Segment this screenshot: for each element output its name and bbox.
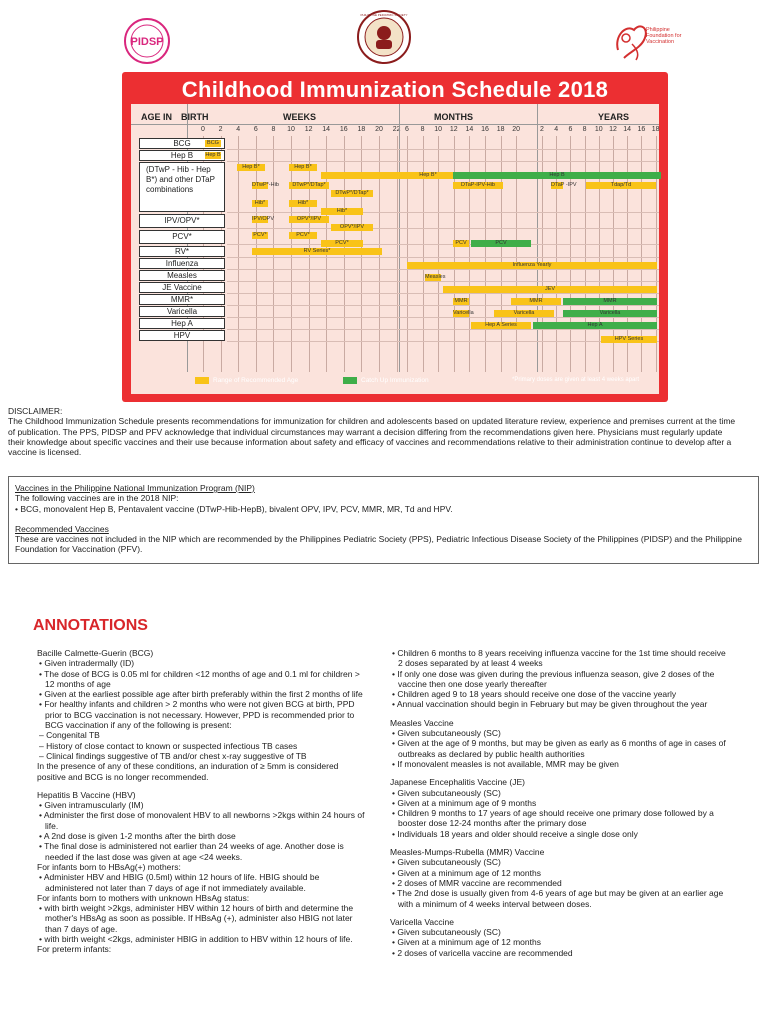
annotation-line: – Congenital TB <box>39 730 100 741</box>
schedule-bar-opv3: OPV*/IPV <box>331 224 373 231</box>
tick-label: 8 <box>271 126 276 133</box>
schedule-bar-ipv1: IPV/OPV <box>252 216 275 222</box>
tick-label: 20 <box>375 126 383 133</box>
annotation-line: • If monovalent measles is not available, MMR may be given <box>392 758 619 769</box>
annotation-line: • 2 doses of varicella vaccine are recommended <box>392 947 573 958</box>
tick-label: 0 <box>201 126 205 133</box>
row-label-hep-b: Hep B <box>139 150 225 161</box>
schedule-bar-dtap-ipv-hib: DTaP-IPV-Hib <box>453 182 503 189</box>
schedule-bar-hepa2: Hep A <box>533 322 657 329</box>
schedule-bar-mmr3: MMR <box>563 298 657 305</box>
immunization-schedule <box>122 72 668 402</box>
row-label-measles: Measles <box>139 270 225 281</box>
schedule-bar-dtwp1: DTwP*-Hib <box>252 182 279 188</box>
tick-label: 14 <box>623 126 632 133</box>
annotation-line: – History of close contact to known or suspected infectious TB cases <box>39 740 298 751</box>
row-label-rv: RV* <box>139 246 225 257</box>
row-label-pcv: PCV* <box>139 230 225 244</box>
age-in-header: AGE IN <box>141 112 173 122</box>
schedule-bar-measles: Measles <box>425 274 446 280</box>
annotation-line: • with birth weight >2kgs, administer HBV within 12 hours of birth and determine the mother's HBsAg as soon as possible. If HBsAg (+), administer also HBIG not later than 7 days of age. <box>39 903 354 934</box>
annotation-line: • If only one dose was given during the previous influenza season, give 2 doses of the vaccine then one dose yearly thereafter <box>392 668 715 689</box>
schedule-bar-hepb-green: Hep B <box>453 172 661 179</box>
tick-label: 14 <box>322 126 331 133</box>
annotation-line: • Given subcutaneously (SC) <box>392 787 501 798</box>
logo-bar <box>0 0 768 72</box>
tick-label: 12 <box>304 126 313 133</box>
row-label-hpv: HPV <box>139 330 225 341</box>
annotations-right-column <box>390 648 730 958</box>
row-label-hep-a: Hep A <box>139 318 225 329</box>
annotation-line: • The dose of BCG is 0.05 ml for children <12 months of age and 0.1 ml for children > 12 months of age <box>39 668 360 689</box>
birth-header: BIRTH <box>181 112 209 122</box>
annotation-line: • Given intramuscularly (IM) <box>39 800 144 811</box>
annotation-line: • Administer HBV and HBIG (0.5ml) within 12 hours of life. HBIG should be administered not later than 7 days of age if not immediately available. <box>39 872 320 893</box>
schedule-bar-var3: Varicella <box>563 310 657 317</box>
nip-box <box>8 476 759 564</box>
tick-label: 18 <box>496 126 505 133</box>
annotations-left-column <box>37 648 367 955</box>
schedule-bar-hepb: Hep B <box>205 152 221 158</box>
annotation-line: In the presence of any of these conditions, an induration of ≥ 5mm is considered positive and BCG is no longer recommended. <box>37 761 339 782</box>
tick-label: 18 <box>651 126 660 133</box>
schedule-bar-hepa1: Hep A Series <box>471 322 531 329</box>
row-label-varicella: Varicella <box>139 306 225 317</box>
annotation-line: • For healthy infants and children > 2 months who were not given BCG at birth, PPD prior to BCG vaccination is not necessary. However, PPD is recommended prior to BCG vaccination if any of the following is present: <box>39 699 355 731</box>
annotation-line: • Children 6 months to 8 years receiving influenza vaccine for the 1st time should receive 2 doses separated by at least 4 weeks <box>392 648 726 669</box>
annotation-line: • 2 doses of MMR vaccine are recommended <box>392 877 562 888</box>
annotation-line: • Given at a minimum age of 12 months <box>392 867 541 878</box>
tick-label: 2 <box>218 126 223 133</box>
row-label-bcg: BCG <box>139 138 225 149</box>
tick-label: 16 <box>481 126 489 133</box>
schedule-bar-mmr2: MMR <box>511 298 561 305</box>
tick-label: 10 <box>434 126 443 133</box>
annotation-line: • The 2nd dose is usually given from 4-6 years of age but may be given at an earlier age with a minimum of 4 weeks interval between doses. <box>392 888 724 909</box>
schedule-bar-je: JEV <box>443 286 657 293</box>
annotation-heading: Varicella Vaccine <box>390 916 454 927</box>
tick-label: 10 <box>594 126 603 133</box>
schedule-title: Childhood Immunization Schedule 2018 <box>181 77 609 102</box>
tick-label: 8 <box>420 126 425 133</box>
schedule-bar-bcg: BCG <box>205 140 221 147</box>
annotation-heading: Bacille Calmette-Guerin (BCG) <box>37 648 154 658</box>
annotation-line: • Given at the age of 9 months, but may be given as early as 6 months of age in cases of outbreaks as declared by public health authorities <box>392 738 726 759</box>
schedule-bar-hepb-star2: Hep B* <box>289 164 317 171</box>
schedule-bar-pcv5: PCV <box>471 240 531 247</box>
annotation-line: • Given intradermally (ID) <box>39 658 135 669</box>
annotations-title: ANNOTATIONS <box>33 617 148 634</box>
tick-label: 12 <box>449 126 458 133</box>
annotation-line: • A 2nd dose is given 1-2 months after the birth dose <box>39 831 236 842</box>
nip-heading: Vaccines in the Philippine National Immunization Program (NIP) <box>15 483 255 493</box>
tick-label: 6 <box>568 126 573 133</box>
schedule-bar-hib2: Hib* <box>289 200 317 207</box>
tick-label: 14 <box>465 126 474 133</box>
schedule-bar-dtwp2: DTwP*/DTap* <box>289 182 329 189</box>
pfv-logo-text: Philippine Foundation for Vaccination <box>646 27 682 45</box>
schedule-bar-opv2: OPV*/IPV <box>289 216 329 223</box>
schedule-bar-rv: RV Series* <box>252 248 382 255</box>
schedule-bar-var1: Varicella <box>453 310 474 316</box>
tick-label: 20 <box>512 126 521 133</box>
legend-catchup-swatch <box>343 377 357 384</box>
schedule-bar-hpv: HPV Series <box>601 336 657 343</box>
tick-label: 10 <box>287 126 295 133</box>
annotation-line: • Administer the first dose of monovalent HBV to all newborns >2kgs within 24 hours of life. <box>39 810 365 831</box>
row-label-je-vaccine: JE Vaccine <box>139 282 225 293</box>
annotation-line: • Given at a minimum age of 12 months <box>392 937 541 948</box>
annotation-line: • Annual vaccination should begin in February but may be given throughout the year <box>392 699 708 710</box>
annotation-line: • Given subcutaneously (SC) <box>392 927 501 938</box>
annotation-heading: Japanese Encephalitis Vaccine (JE) <box>390 777 525 788</box>
annotation-line: – Clinical findings suggestive of TB and/or chest x-ray suggestive of TB <box>39 750 307 761</box>
annotation-line: • Given at a minimum age of 9 months <box>392 797 537 808</box>
pps-logo <box>356 9 412 65</box>
schedule-bar-pcv2: PCV* <box>289 232 317 239</box>
schedule-panel <box>131 104 659 394</box>
years-header: YEARS <box>598 112 630 122</box>
row-label-influenza: Influenza <box>139 258 225 269</box>
schedule-bar-flu: Influenza Yearly <box>407 262 657 269</box>
disclaimer <box>8 406 738 457</box>
pidsp-logo-text: PIDSP <box>130 36 164 48</box>
tick-label: 2 <box>540 126 544 133</box>
schedule-bar-pcv1: PCV* <box>253 232 267 238</box>
schedule-bar-dtwp3: DTwP*/DTap* <box>331 190 373 197</box>
annotation-line: • Given subcutaneously (SC) <box>392 728 501 739</box>
nip-intro: The following vaccines are in the 2018 NIP: <box>15 493 179 504</box>
schedule-bar-tdap: Tdap/Td <box>586 182 656 189</box>
tick-label: 16 <box>637 126 646 133</box>
tick-label: 22 <box>392 126 401 133</box>
annotation-heading: Measles-Mumps-Rubella (MMR) Vaccine <box>390 847 545 858</box>
schedule-bar-dtap-ipv: DTaP -IPV <box>551 182 577 188</box>
schedule-bar-hib1: Hib* <box>252 200 268 207</box>
disclaimer-heading: DISCLAIMER: <box>8 406 63 416</box>
recommended-heading: Recommended Vaccines <box>15 523 109 534</box>
disclaimer-text: The Childhood Immunization Schedule presents recommendations for immunization for children and adolescents based on updated literature review, experience and premises current at the time of publication. The PPS, PIDSP and PFV acknowledge that individual circumstances may warrant a decision differing from the recommendations given here. Physicians must regularly update their knowledge about specific vaccines and their use because information about safety and efficacy of vaccines and recommendations relative to their administration continue to develop after a vaccine is licensed. <box>8 416 736 458</box>
schedule-bar-pcv4: PCV <box>453 240 469 247</box>
schedule-bar-hib3: Hib* <box>321 208 363 215</box>
legend-recommended: Range of Recommended Age <box>213 377 299 384</box>
tick-label: 16 <box>339 126 348 133</box>
pps-logo-text: PHILIPPINE PEDIATRIC SOCIETY <box>360 13 408 17</box>
tick-label: 6 <box>253 126 258 133</box>
tick-label: 12 <box>609 126 617 133</box>
tick-label: 4 <box>236 126 241 133</box>
schedule-bar-hepb-long: Hep B* <box>321 172 535 179</box>
row-label-ipv-opv: IPV/OPV* <box>139 214 225 228</box>
recommended-text: These are vaccines not included in the NIP which are recommended by the Philippines Pediatric Society (PPS), Pediatric Infectious Disease Society of the Philippines (PIDSP) and the Philippine Foundation for Vaccination (PFV). <box>15 534 742 555</box>
tick-label: 4 <box>554 126 559 133</box>
schedule-bar-hepb-star: Hep B* <box>237 164 265 171</box>
annotation-line: • Given at the earliest possible age after birth preferably within the first 2 months of life <box>39 689 363 700</box>
tick-label: 18 <box>357 126 366 133</box>
annotation-line: • The final dose is administered not earlier than 24 weeks of age. Another dose is needed if the last dose was given at age <24 weeks. <box>39 841 344 862</box>
tick-label: 8 <box>582 126 587 133</box>
schedule-bar-pcv3: PCV* <box>321 240 363 247</box>
pidsp-logo <box>120 16 174 66</box>
schedule-bar-var2: Varicella <box>494 310 554 317</box>
annotation-heading: Measles Vaccine <box>390 717 454 728</box>
schedule-bar-mmr1: MMR <box>454 298 468 304</box>
annotation-line: For infants born to HBsAg(+) mothers: <box>37 861 181 872</box>
annotation-line: • with birth weight <2kgs, administer HBIG in addition to HBV within 12 hours of life. <box>39 934 353 945</box>
weeks-header: WEEKS <box>283 112 317 122</box>
nip-list: • BCG, monovalent Hep B, Pentavalent vaccine (DTwP-Hib-HepB), bivalent OPV, IPV, PCV, MMR, MR, Td and HPV. <box>15 503 453 514</box>
row-label-dtwp-hib-hep-b-and-other-dtap-combinations: (DTwP - Hib - Hep B*) and other DTaP combinations <box>139 162 225 212</box>
annotation-line: • Given subcutaneously (SC) <box>392 857 501 868</box>
tick-label: 6 <box>405 126 409 133</box>
annotation-line: • Children aged 9 to 18 years should receive one dose of the vaccine yearly <box>392 689 677 700</box>
legend-recommended-swatch <box>195 377 209 384</box>
annotation-line: • Individuals 18 years and older should receive a single dose only <box>392 828 638 839</box>
annotation-line: For infants born to mothers with unknown HBsAg status: <box>37 892 250 903</box>
annotation-line: • Children 9 months to 17 years of age should receive one primary dose followed by a booster dose 12-24 months after the primary dose <box>392 808 714 829</box>
annotation-heading: Hepatitis B Vaccine (HBV) <box>37 789 136 800</box>
legend-note: *Primary doses are given at least 4 weeks apart <box>512 377 640 383</box>
annotation-line: For preterm infants: <box>37 944 112 955</box>
row-label-mmr: MMR* <box>139 294 225 305</box>
legend-catchup: Catch Up Immunization <box>361 377 429 384</box>
months-header: MONTHS <box>434 112 473 122</box>
